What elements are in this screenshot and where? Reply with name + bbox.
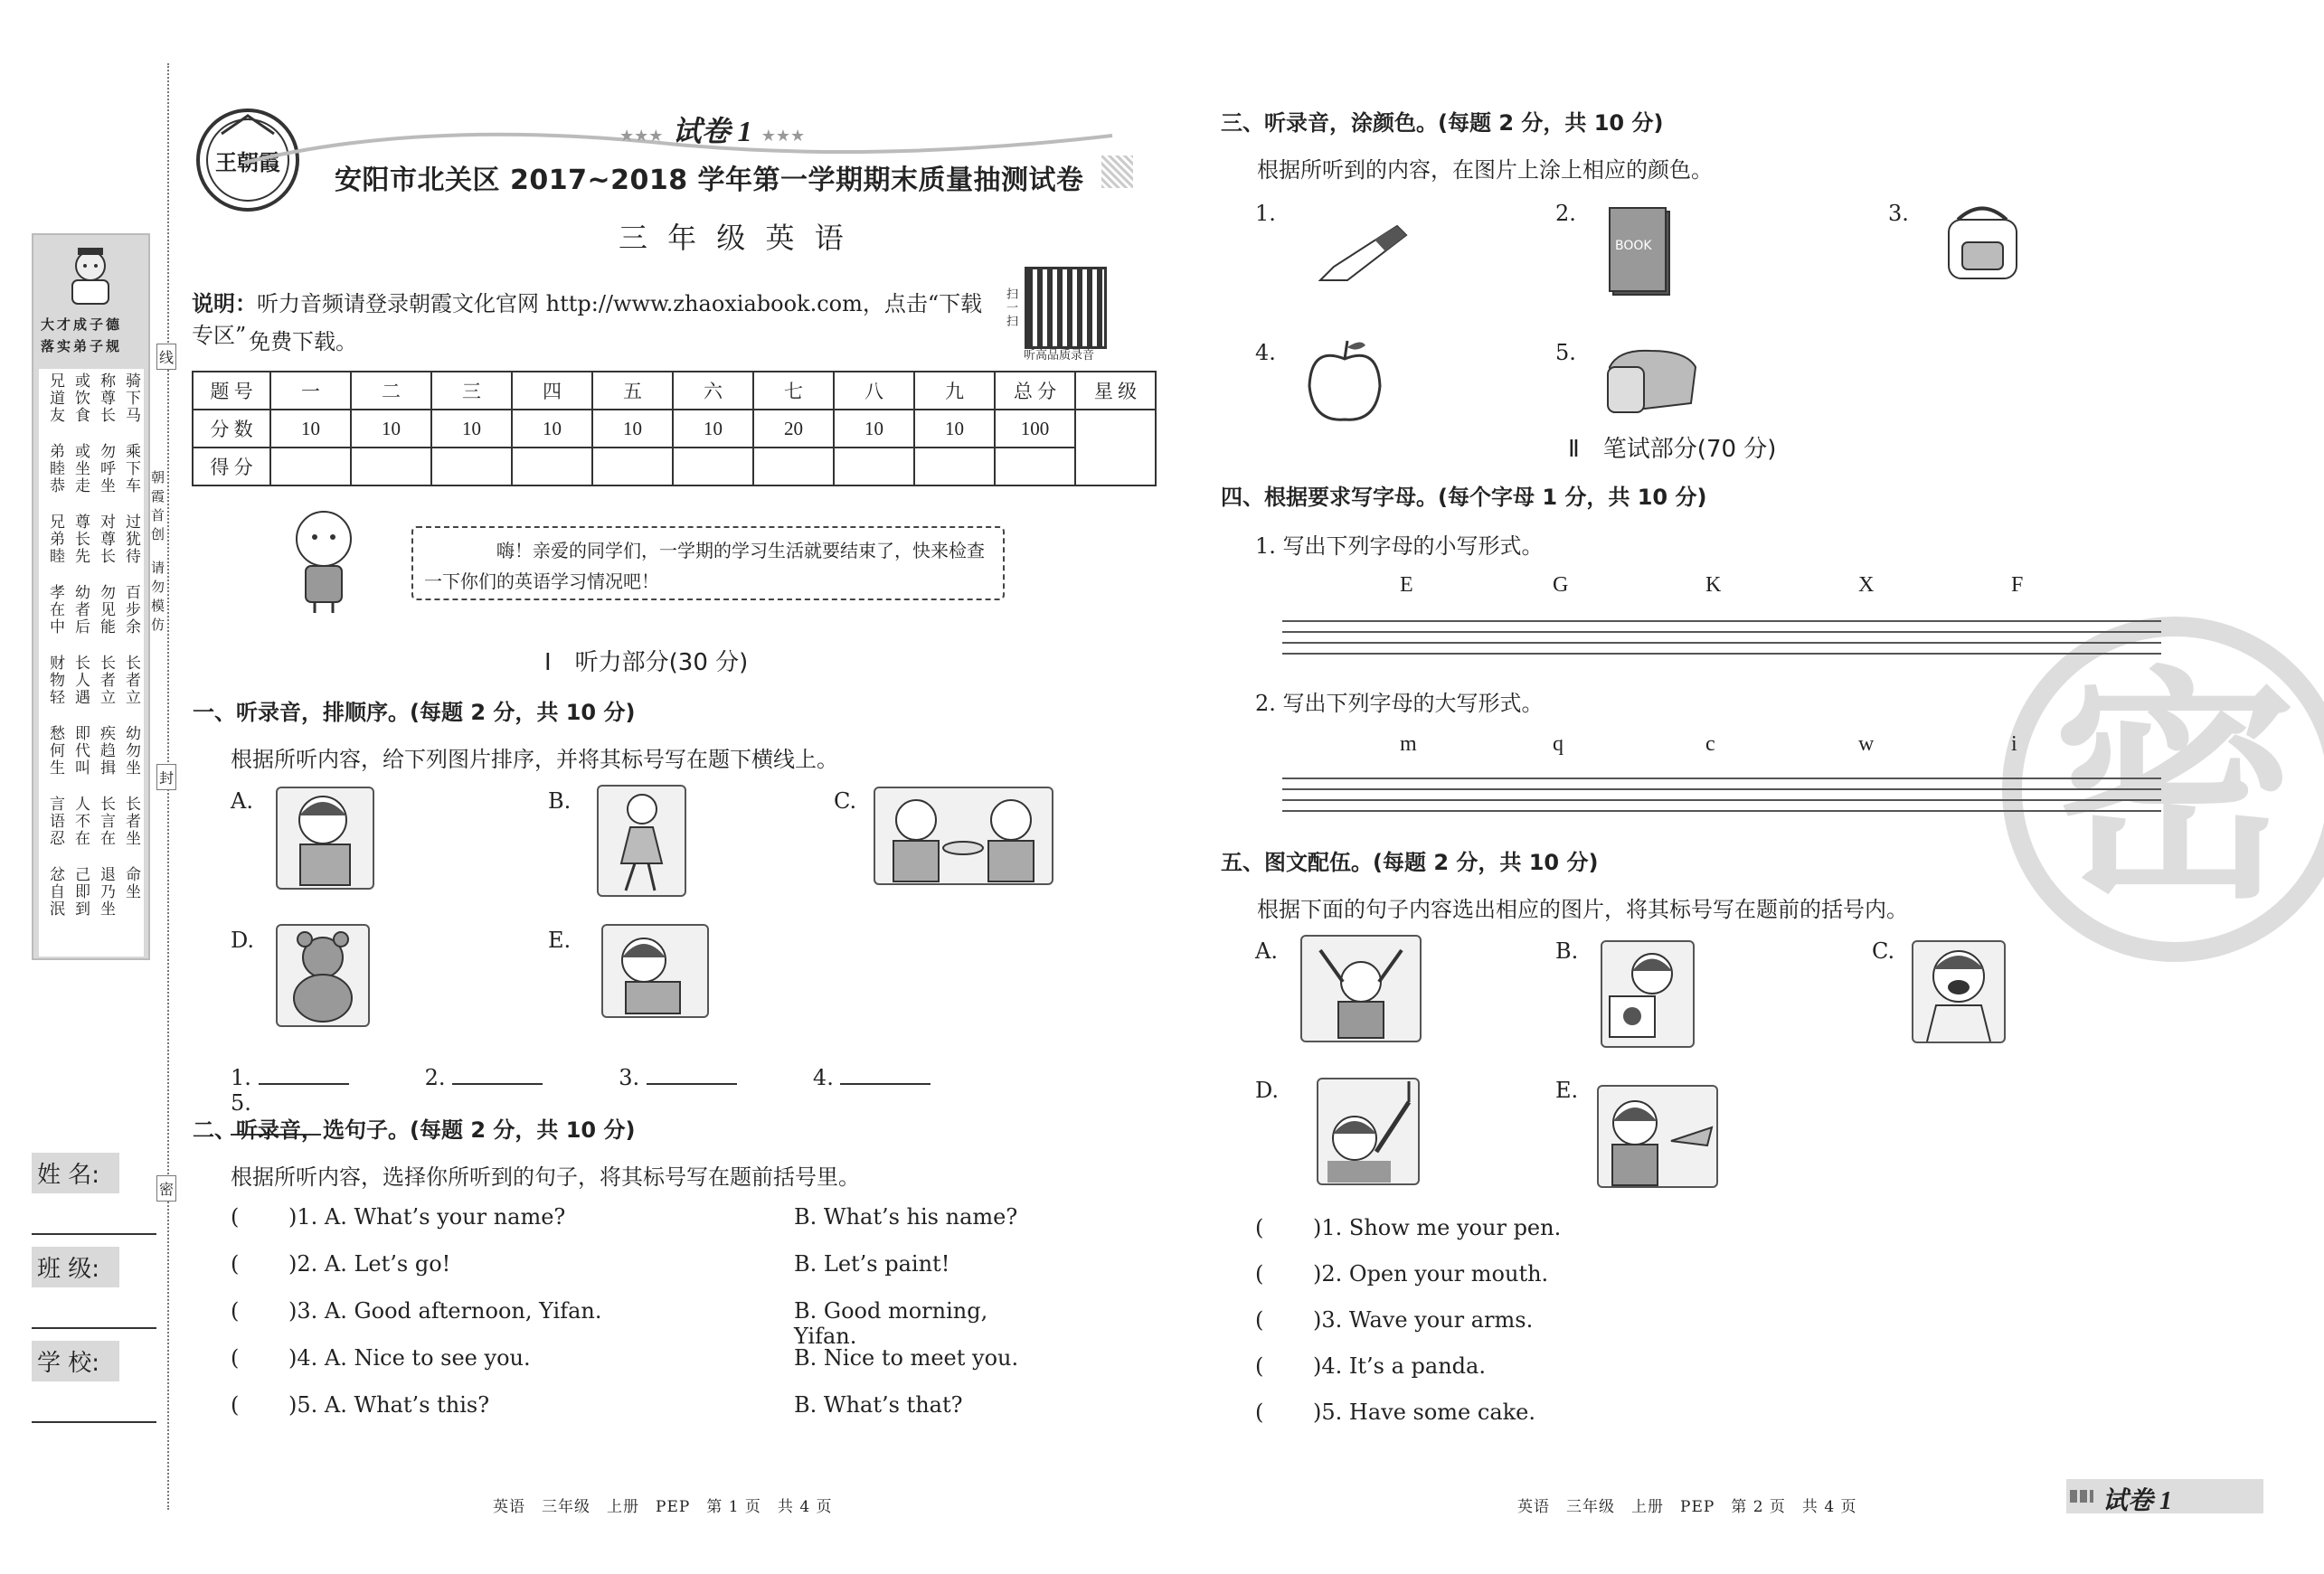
q3-book-icon bbox=[1608, 206, 1680, 301]
q2-item bbox=[231, 1298, 1044, 1349]
q5-sentence: )1. Show me your pen. bbox=[1313, 1215, 1562, 1240]
paper-tag-stars-right: ★★★ bbox=[760, 127, 806, 146]
score-table-cell: 得 分 bbox=[193, 448, 270, 485]
q5-pic-b-girl-panda-picture bbox=[1601, 940, 1695, 1048]
q1-answer-5[interactable]: 5. bbox=[231, 1090, 348, 1141]
q1-pic-d-label: D. bbox=[231, 928, 255, 953]
q1-pic-b-girl-dancing bbox=[597, 785, 686, 897]
q5-item bbox=[1255, 1353, 1979, 1400]
score-table-cell: 10 bbox=[673, 410, 753, 448]
q1-pic-a-label: A. bbox=[231, 788, 253, 814]
poem-column: 长者立 bbox=[122, 655, 140, 706]
poem-column: 兄道友 bbox=[46, 372, 64, 424]
poem-column: 忿自泯 bbox=[46, 866, 64, 918]
poem-column: 长言在 bbox=[97, 796, 115, 847]
q4-letter: q bbox=[1553, 732, 1564, 756]
q5-pic-a-label: A. bbox=[1255, 938, 1278, 964]
vertical-label-mi: 密 bbox=[156, 1175, 176, 1202]
poem-column: 己即到 bbox=[71, 866, 90, 918]
q2-option-a: )1. A. What’s your name? bbox=[288, 1204, 566, 1230]
q2-instruction: 根据所听内容，选择你所听到的句子，将其标号写在题前括号里。 bbox=[231, 1164, 860, 1190]
poem-column: 幼勿坐 bbox=[122, 725, 140, 777]
q3-pic-5-label: 5. bbox=[1555, 340, 1576, 365]
answer-bracket[interactable]: ( bbox=[231, 1392, 240, 1418]
vertical-label-original: 朝霞首创 bbox=[149, 470, 165, 546]
score-table-cell: 一 bbox=[270, 372, 351, 410]
q1-title: 一、听录音，排顺序。(每题 2 分，共 10 分) bbox=[193, 700, 636, 725]
score-table-cell: 100 bbox=[995, 410, 1075, 448]
score-table-cell: 四 bbox=[512, 372, 592, 410]
poem-column: 或坐走 bbox=[71, 443, 90, 495]
score-table-cell[interactable] bbox=[1075, 448, 1156, 485]
q5-pic-a-girl-waving-arms bbox=[1300, 935, 1422, 1042]
paper-tag-stars-left: ★★★ bbox=[619, 127, 664, 146]
q4-sub2: 2. 写出下列字母的大写形式。 bbox=[1255, 691, 1544, 716]
footer-right: 英语 三年级 上册 PEP 第 2 页 共 4 页 bbox=[1517, 1498, 1857, 1516]
poem-column: 即代叫 bbox=[71, 725, 90, 777]
score-table-cell bbox=[1075, 410, 1156, 448]
class-label: 班 级: bbox=[32, 1247, 119, 1287]
q2-list bbox=[231, 1204, 1044, 1439]
q4-writing-lines-1[interactable] bbox=[1282, 620, 2161, 664]
greeting-text: 嗨！亲爱的同学们，一学期的学习生活就要结束了，快来检查一下你们的英语学习情况吧！ bbox=[424, 540, 985, 592]
poem-column: 幼者后 bbox=[71, 584, 90, 636]
poem-column: 对尊长 bbox=[97, 514, 115, 565]
q5-sentence: )2. Open your mouth. bbox=[1313, 1261, 1549, 1287]
score-table-cell: 10 bbox=[351, 410, 431, 448]
poem-column: 疾趋揖 bbox=[97, 725, 115, 777]
q2-item bbox=[231, 1345, 1044, 1392]
answer-bracket[interactable]: ( bbox=[1255, 1307, 1264, 1333]
score-table-cell[interactable] bbox=[753, 448, 834, 485]
score-table-cell[interactable] bbox=[592, 448, 673, 485]
q2-option-b: B. Nice to meet you. bbox=[794, 1345, 1019, 1371]
school-label: 学 校: bbox=[32, 1341, 119, 1381]
poem-column: 长者立 bbox=[97, 655, 115, 706]
q5-instruction: 根据下面的句子内容选出相应的图片，将其标号写在题前的括号内。 bbox=[1257, 897, 1908, 922]
score-table-cell: 五 bbox=[592, 372, 673, 410]
q3-apple-icon bbox=[1302, 336, 1388, 427]
score-table-cell: 题 号 bbox=[193, 372, 270, 410]
poem-column: 财物轻 bbox=[46, 655, 64, 706]
poem-column: 或饮食 bbox=[71, 372, 90, 424]
q5-pic-c-label: C. bbox=[1872, 938, 1895, 964]
q4-letter: c bbox=[1705, 732, 1715, 756]
q5-pic-d-boy-showing-pen bbox=[1317, 1078, 1420, 1185]
answer-bracket[interactable]: ( bbox=[231, 1251, 240, 1277]
q2-option-b: B. What’s that? bbox=[794, 1392, 963, 1418]
poem-column: 骑下马 bbox=[122, 372, 140, 424]
answer-bracket[interactable]: ( bbox=[231, 1298, 240, 1324]
answer-bracket[interactable]: ( bbox=[1255, 1353, 1264, 1379]
score-table-row bbox=[193, 448, 1156, 485]
q2-title: 二、听录音，选句子。(每题 2 分，共 10 分) bbox=[193, 1117, 636, 1143]
q4-letter: F bbox=[2011, 573, 2024, 597]
sidebar-motto-line2: 落实弟子规 bbox=[41, 338, 123, 354]
q3-pic-1-label: 1. bbox=[1255, 201, 1276, 226]
audio-note-line2: 免费下载。 bbox=[249, 329, 357, 354]
q1-pic-d-bear bbox=[276, 924, 370, 1027]
poem-column: 人不在 bbox=[71, 796, 90, 847]
poem-column: 勿见能 bbox=[97, 584, 115, 636]
class-field[interactable] bbox=[32, 1247, 158, 1341]
q4-letter: K bbox=[1705, 573, 1722, 597]
score-table-cell[interactable] bbox=[673, 448, 753, 485]
q5-sentence: )4. It’s a panda. bbox=[1313, 1353, 1486, 1379]
q4-letter: G bbox=[1553, 573, 1569, 597]
q3-pen-icon bbox=[1311, 217, 1415, 289]
score-table-cell: 10 bbox=[592, 410, 673, 448]
q3-instruction: 根据所听到的内容，在图片上涂上相应的颜色。 bbox=[1257, 157, 1713, 183]
cartoon-scholar-icon bbox=[65, 244, 116, 307]
exam-title: 安阳市北关区 2017~2018 学年第一学期期末质量抽测试卷 bbox=[335, 165, 1084, 196]
school-field[interactable] bbox=[32, 1341, 158, 1435]
q1-pic-c-kids-sharing bbox=[874, 787, 1053, 885]
q3-pic-4-label: 4. bbox=[1255, 340, 1276, 365]
poem-column: 乘下车 bbox=[122, 443, 140, 495]
score-table-cell: 10 bbox=[512, 410, 592, 448]
q5-item bbox=[1255, 1400, 1979, 1446]
paper-tag-text: 试卷 1 bbox=[672, 115, 752, 147]
score-table-cell: 10 bbox=[834, 410, 914, 448]
poem-column: 过犹待 bbox=[122, 514, 140, 565]
q5-list bbox=[1255, 1215, 1979, 1446]
score-table-cell: 八 bbox=[834, 372, 914, 410]
score-table-cell: 九 bbox=[914, 372, 995, 410]
q3-title: 三、听录音，涂颜色。(每题 2 分，共 10 分) bbox=[1221, 110, 1664, 136]
q1-answer-1[interactable]: 1. bbox=[231, 1065, 418, 1090]
q2-option-b: B. Good morning, Yifan. bbox=[794, 1298, 988, 1349]
poem-column: 命坐 bbox=[122, 866, 140, 900]
q1-pic-a-boy-thinking bbox=[276, 787, 374, 890]
logo-text: 王朝霞 bbox=[215, 152, 280, 175]
score-table-row bbox=[193, 410, 1156, 448]
q3-pic-2-label: 2. bbox=[1555, 201, 1576, 226]
score-table-row bbox=[193, 372, 1156, 410]
audio-note-label: 说明： bbox=[192, 290, 257, 316]
score-table-cell: 10 bbox=[270, 410, 351, 448]
poem-column: 弟睦恭 bbox=[46, 443, 64, 495]
q5-title: 五、图文配伍。(每题 2 分，共 10 分) bbox=[1221, 850, 1599, 875]
answer-bracket[interactable]: ( bbox=[1255, 1215, 1264, 1240]
score-table-cell[interactable] bbox=[914, 448, 995, 485]
q3-book-word: BOOK bbox=[1615, 239, 1652, 253]
poem-column: 愁何生 bbox=[46, 725, 64, 777]
cartoon-girl-icon bbox=[288, 506, 360, 615]
q2-option-a: )2. A. Let’s go! bbox=[288, 1251, 451, 1277]
paper-tag bbox=[619, 108, 805, 150]
q5-item bbox=[1255, 1307, 1979, 1353]
q4-letter: X bbox=[1858, 573, 1875, 597]
sidebar-motto-box bbox=[32, 233, 150, 960]
poem-column: 称尊长 bbox=[97, 372, 115, 424]
vertical-label-nocopy: 请勿模仿 bbox=[149, 561, 165, 636]
part2-title: Ⅱ 笔试部分(70 分) bbox=[1568, 436, 1777, 463]
q5-sentence: )5. Have some cake. bbox=[1313, 1400, 1535, 1425]
score-table-cell: 10 bbox=[431, 410, 512, 448]
q2-option-a: )4. A. Nice to see you. bbox=[288, 1345, 531, 1371]
footer-tag bbox=[2066, 1479, 2263, 1513]
qr-side-label: 扫一扫 bbox=[1004, 287, 1017, 328]
vertical-label-xian: 线 bbox=[156, 344, 176, 370]
q1-answer-3[interactable]: 3. bbox=[619, 1065, 806, 1090]
watermark-text: 密 bbox=[2053, 646, 2297, 931]
sidebar-motto-line1: 大才成子德 bbox=[41, 316, 123, 333]
q4-letter: m bbox=[1400, 732, 1417, 756]
score-table-cell[interactable] bbox=[512, 448, 592, 485]
qr-code[interactable] bbox=[1025, 267, 1107, 349]
score-table-cell[interactable] bbox=[351, 448, 431, 485]
q5-pic-c-boy-open-mouth bbox=[1912, 940, 2006, 1043]
title-hatch bbox=[1101, 156, 1133, 188]
score-table-cell: 星 级 bbox=[1075, 372, 1156, 410]
score-table bbox=[192, 371, 1157, 486]
q2-item bbox=[231, 1392, 1044, 1439]
q2-option-b: B. What’s his name? bbox=[794, 1204, 1018, 1230]
q5-pic-b-label: B. bbox=[1555, 938, 1579, 964]
answer-bracket[interactable]: ( bbox=[231, 1204, 240, 1230]
score-table-cell: 10 bbox=[914, 410, 995, 448]
q3-bread-icon bbox=[1601, 340, 1700, 417]
q1-pic-b-label: B. bbox=[548, 788, 572, 814]
subject-title: 三 年 级 英 语 bbox=[619, 221, 849, 255]
qr-caption: 听高品质录音 bbox=[1024, 349, 1095, 363]
answer-bracket[interactable]: ( bbox=[1255, 1400, 1264, 1425]
q4-letter: i bbox=[2011, 732, 2017, 756]
q5-pic-e-label: E. bbox=[1555, 1078, 1579, 1103]
score-table-cell[interactable] bbox=[834, 448, 914, 485]
answer-bracket[interactable]: ( bbox=[1255, 1261, 1264, 1287]
poem-column: 言语忍 bbox=[46, 796, 64, 847]
q2-option-a: )3. A. Good afternoon, Yifan. bbox=[288, 1298, 602, 1324]
q1-pic-e-boy-waving bbox=[601, 924, 709, 1018]
q4-title: 四、根据要求写字母。(每个字母 1 分，共 10 分) bbox=[1221, 485, 1707, 510]
q4-writing-lines-2[interactable] bbox=[1282, 778, 2161, 821]
q1-instruction: 根据所听内容，给下列图片排序，并将其标号写在题下横线上。 bbox=[231, 747, 838, 772]
q5-pic-d-label: D. bbox=[1255, 1078, 1280, 1103]
vertical-label-feng: 封 bbox=[156, 764, 176, 790]
q1-pic-c-label: C. bbox=[834, 788, 857, 814]
score-table-cell: 总 分 bbox=[995, 372, 1075, 410]
poem-column: 长人遇 bbox=[71, 655, 90, 706]
poem-column: 退乃坐 bbox=[97, 866, 115, 918]
q1-pic-e-label: E. bbox=[548, 928, 572, 953]
q3-schoolbag-icon bbox=[1931, 197, 2035, 283]
q1-answer-4[interactable]: 4. bbox=[813, 1065, 1000, 1090]
q2-item bbox=[231, 1204, 1044, 1251]
score-table-cell: 七 bbox=[753, 372, 834, 410]
q5-pic-e-girl-cake bbox=[1597, 1085, 1718, 1188]
poem-column: 长者坐 bbox=[122, 796, 140, 847]
score-table-cell[interactable] bbox=[995, 448, 1075, 485]
score-table-cell: 二 bbox=[351, 372, 431, 410]
q2-option-b: B. Let’s paint! bbox=[794, 1251, 950, 1277]
name-label: 姓 名: bbox=[32, 1153, 119, 1193]
part1-title: Ⅰ 听力部分(30 分) bbox=[544, 649, 749, 676]
q2-option-a: )5. A. What’s this? bbox=[288, 1392, 490, 1418]
q4-sub1: 1. 写出下列字母的小写形式。 bbox=[1255, 533, 1544, 559]
poem-column: 孝在中 bbox=[46, 584, 64, 636]
q5-sentence: )3. Wave your arms. bbox=[1313, 1307, 1534, 1333]
q5-item bbox=[1255, 1261, 1979, 1307]
greeting-box bbox=[411, 526, 1005, 600]
q3-pic-3-label: 3. bbox=[1888, 201, 1909, 226]
q1-answer-2[interactable]: 2. bbox=[425, 1065, 612, 1090]
footer-tag-squares bbox=[2070, 1490, 2093, 1503]
score-table-cell: 20 bbox=[753, 410, 834, 448]
score-table-cell: 分 数 bbox=[193, 410, 270, 448]
poem-column: 勿呼坐 bbox=[97, 443, 115, 495]
score-table-cell[interactable] bbox=[270, 448, 351, 485]
sidebar-poem bbox=[39, 369, 144, 957]
q4-letter: E bbox=[1400, 573, 1413, 597]
score-table-cell: 六 bbox=[673, 372, 753, 410]
footer-left: 英语 三年级 上册 PEP 第 1 页 共 4 页 bbox=[493, 1498, 833, 1516]
poem-column: 兄弟睦 bbox=[46, 514, 64, 565]
audio-note-text: 听力音频请登录朝霞文化官网 http://www.zhaoxiabook.com，点击“下载专区” bbox=[192, 291, 983, 348]
answer-bracket[interactable]: ( bbox=[231, 1345, 240, 1371]
student-info-fields bbox=[32, 1153, 158, 1435]
q2-item bbox=[231, 1251, 1044, 1298]
footer-tag-text: 试卷 1 bbox=[2102, 1487, 2173, 1515]
poem-column: 百步余 bbox=[122, 584, 140, 636]
name-field[interactable] bbox=[32, 1153, 158, 1247]
poem-column: 尊长先 bbox=[71, 514, 90, 565]
score-table-cell: 三 bbox=[431, 372, 512, 410]
score-table-cell[interactable] bbox=[431, 448, 512, 485]
q4-letter: w bbox=[1858, 732, 1875, 756]
q5-item bbox=[1255, 1215, 1979, 1261]
